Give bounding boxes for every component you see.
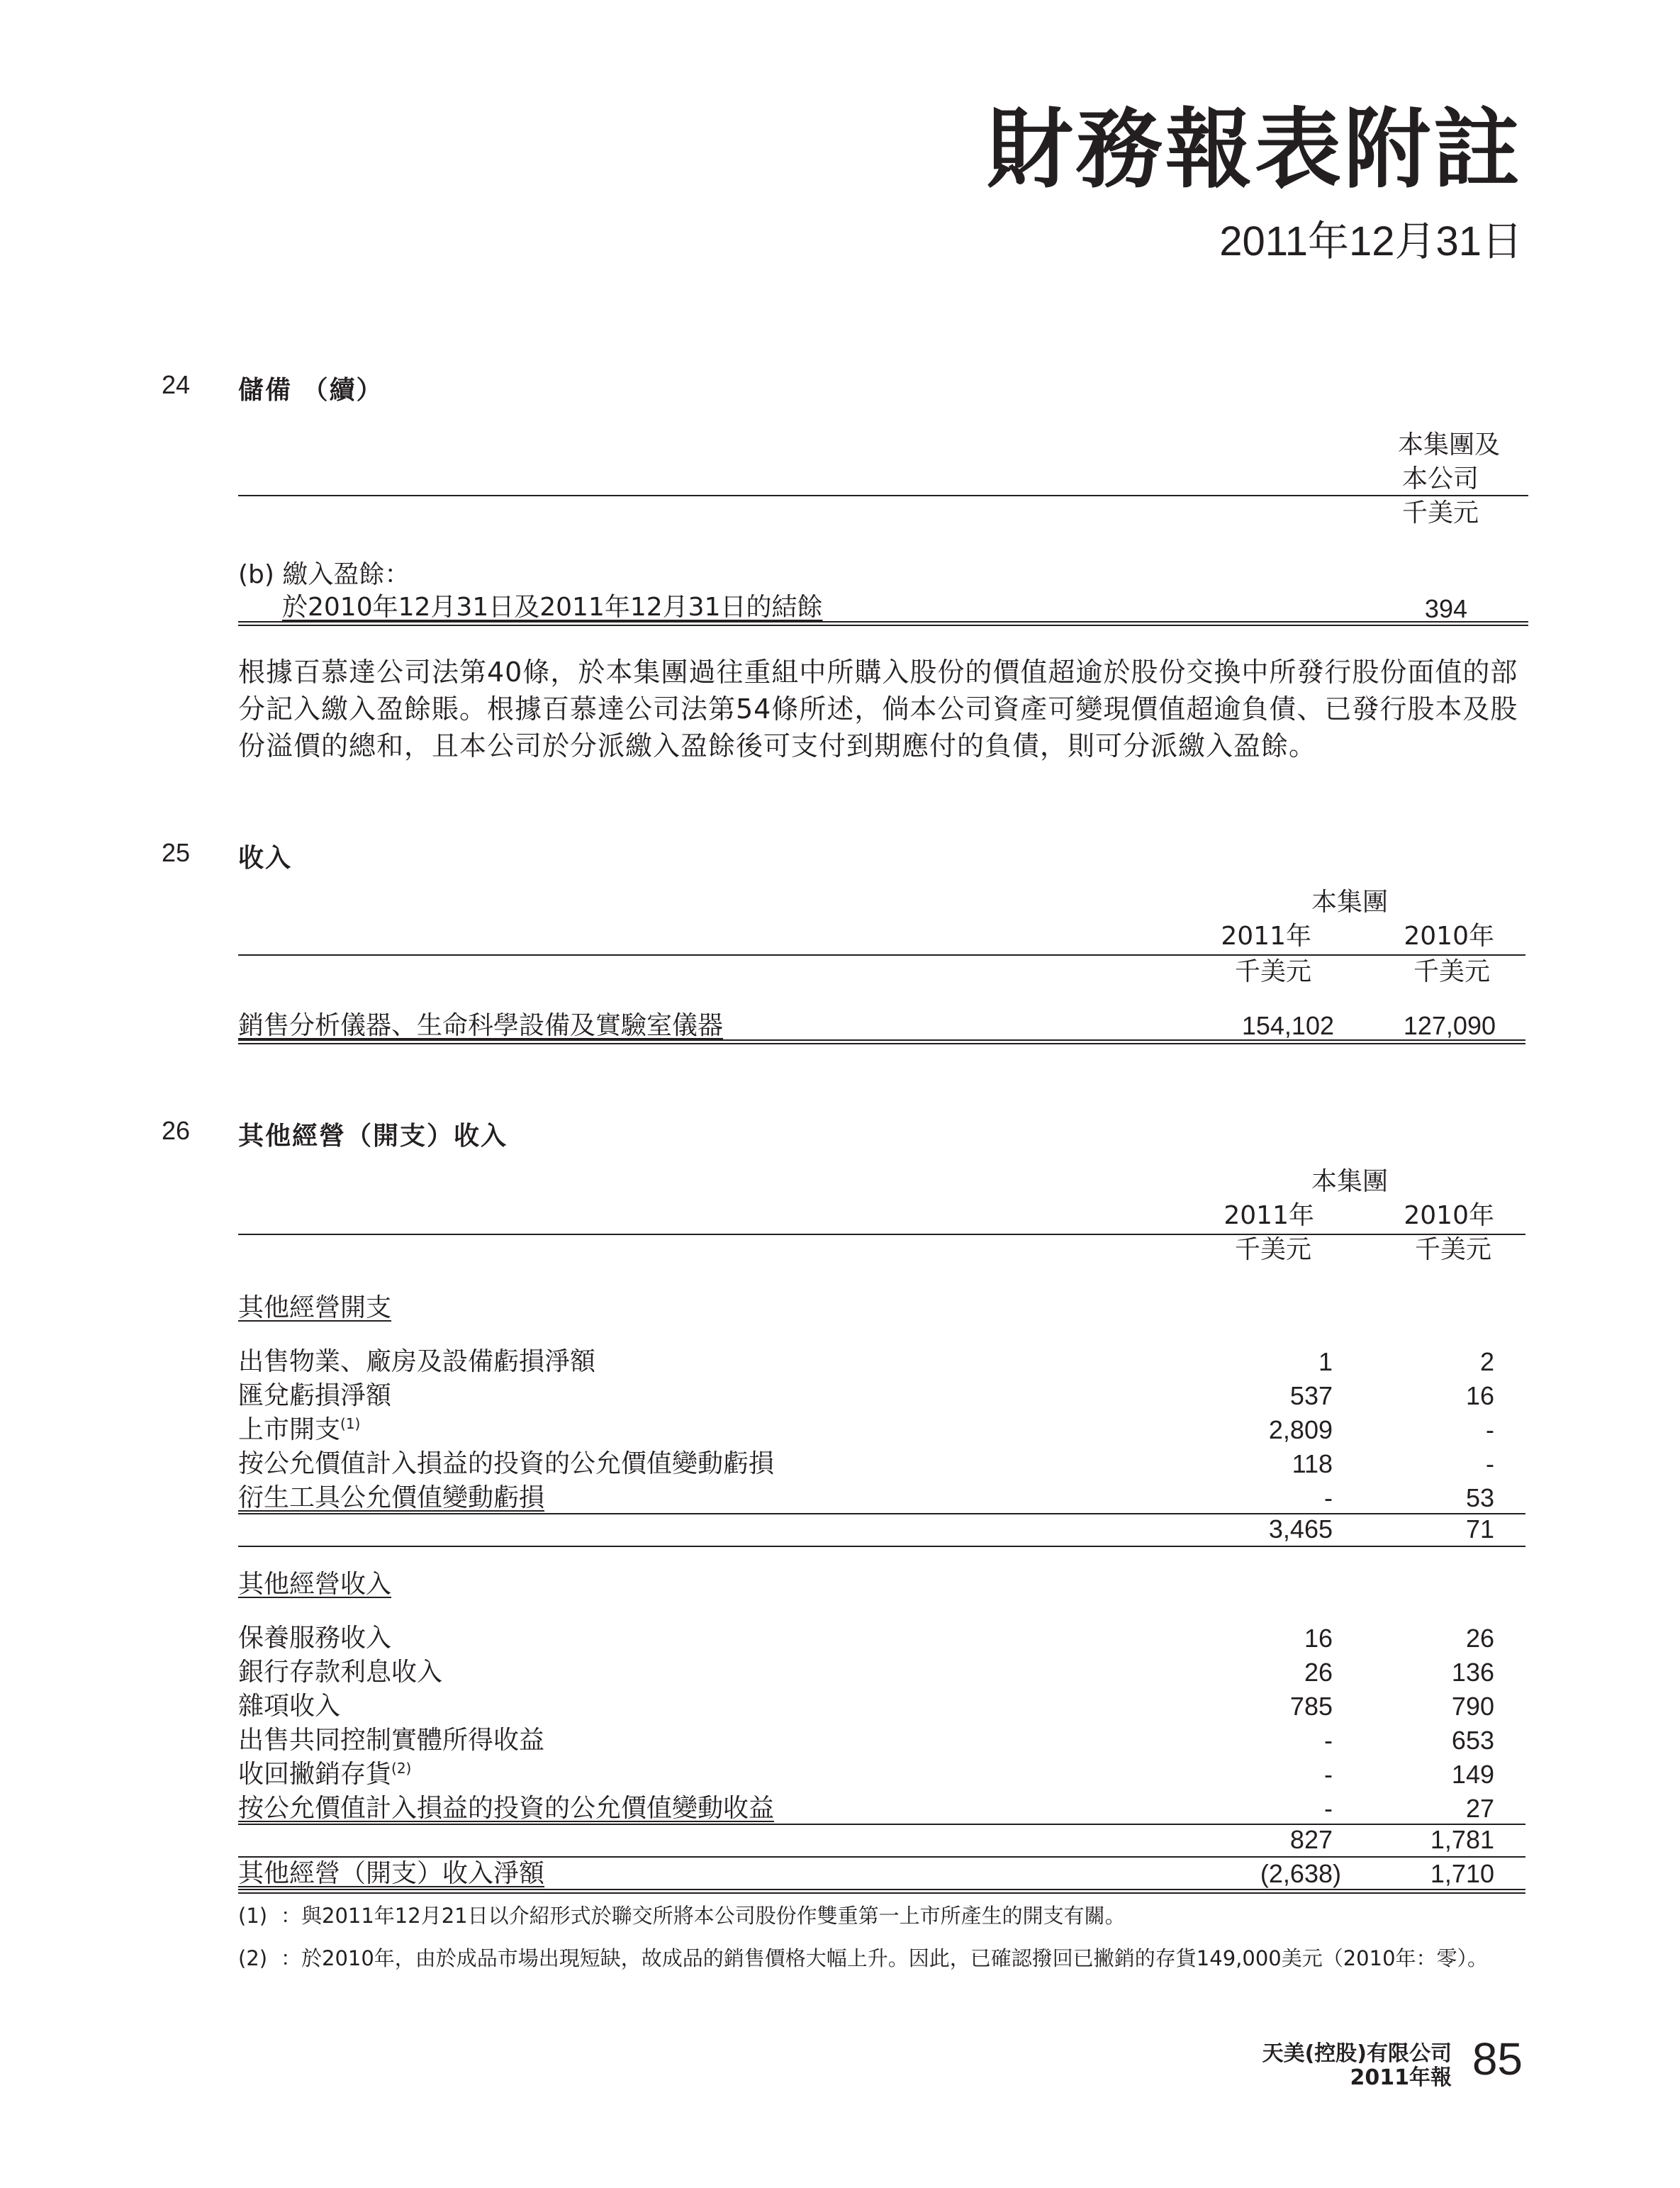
value-2010: 127,090: [1403, 1011, 1496, 1040]
table-row-label: 按公允價值計入損益的投資的公允價值變動收益: [238, 1794, 775, 1823]
item-label: (b) 繳入盈餘：: [238, 560, 410, 589]
footnote-marker: (1): [340, 1415, 361, 1432]
value-2011: 785: [1289, 1692, 1333, 1721]
value-2011: -: [1324, 1794, 1333, 1823]
value-2011: -: [1324, 1760, 1333, 1789]
value-2011: 2,809: [1268, 1415, 1333, 1444]
table-row-label: [238, 1758, 411, 1792]
group-label: 本集團: [1311, 1167, 1389, 1196]
column-header: [1398, 428, 1500, 530]
value-2011: 1: [1318, 1347, 1333, 1376]
value-2010: -: [1486, 1449, 1494, 1478]
unit-label: 千美元: [1414, 1235, 1491, 1264]
section-title: 其他經營（開支）收入: [238, 1122, 508, 1151]
value-2010: 136: [1451, 1658, 1494, 1687]
section-title: 收入: [238, 844, 293, 873]
header-rule: [238, 954, 1525, 956]
value-2011: -: [1324, 1726, 1333, 1755]
footnote-mark: (2): [238, 1946, 268, 1970]
value-2011: 537: [1289, 1381, 1333, 1410]
value-2010: 27: [1465, 1794, 1494, 1823]
value-2010: 149: [1451, 1760, 1494, 1789]
footnote-text: ：與2011年12月21日以介紹形式於聯交所將本公司股份作雙重第一上市所產生的開支有關。: [281, 1904, 1126, 1928]
subsection-heading: 其他經營開支: [238, 1293, 392, 1322]
value-2011: 16: [1304, 1624, 1333, 1653]
table-row-label: [238, 1414, 360, 1447]
column-header-line: 千美元: [1401, 498, 1479, 528]
year-header: 2010年: [1404, 1201, 1494, 1230]
subtotal-2010: 1,781: [1430, 1825, 1494, 1854]
subtotal-2011: 827: [1289, 1825, 1333, 1854]
row-label: 銷售分析儀器、生命科學設備及實驗室儀器: [238, 1011, 724, 1040]
table-row-label: 按公允價值計入損益的投資的公允價值變動虧損: [238, 1449, 775, 1478]
section-number: 25: [162, 838, 191, 867]
report-name: 2011年報: [1350, 2065, 1452, 2090]
section-title: 儲備 （續）: [238, 376, 383, 405]
subtotal-2011: 3,465: [1268, 1514, 1333, 1544]
value-2011: 26: [1304, 1658, 1333, 1687]
page-number: 85: [1472, 2033, 1523, 2084]
net-2011: (2,638): [1260, 1859, 1341, 1888]
section-number: 26: [162, 1116, 191, 1145]
year-header: 2011年: [1223, 1201, 1314, 1230]
subtotal-2010: 71: [1465, 1514, 1494, 1544]
double-rule: [238, 621, 1528, 626]
table-row-label: 出售物業、廠房及設備虧損淨額: [238, 1347, 596, 1376]
column-header-line: 本集團及: [1397, 430, 1500, 459]
double-rule: [238, 1889, 1525, 1894]
value-2010: 790: [1451, 1692, 1494, 1721]
table-row-label: 保養服務收入: [238, 1624, 392, 1653]
table-row-label: 雜項收入: [238, 1692, 341, 1721]
footer-company: [1262, 2042, 1452, 2090]
value-2011: 118: [1292, 1449, 1333, 1478]
company-name: 天美(控股)有限公司: [1262, 2041, 1452, 2066]
subsection-heading: 其他經營收入: [238, 1570, 392, 1599]
row-value: 394: [1424, 594, 1467, 623]
table-row-label: 衍生工具公允價值變動虧損: [238, 1483, 545, 1512]
value-2011: -: [1324, 1483, 1333, 1512]
column-header-line: 本公司: [1401, 464, 1479, 493]
footnote-marker: (2): [391, 1760, 412, 1777]
report-date: 2011年12月31日: [1219, 218, 1523, 264]
unit-label: 千美元: [1413, 957, 1490, 986]
row-label-text: 上市開支: [238, 1415, 341, 1444]
net-2010: 1,710: [1430, 1859, 1494, 1888]
value-2010: 16: [1465, 1381, 1494, 1410]
value-2010: 26: [1465, 1624, 1494, 1653]
unit-label: 千美元: [1234, 957, 1311, 986]
table-row-label: 匯兌虧損淨額: [238, 1381, 392, 1410]
page-title: 財務報表附註: [987, 99, 1523, 200]
table-row-label: 銀行存款利息收入: [238, 1658, 443, 1687]
unit-label: 千美元: [1234, 1235, 1311, 1264]
value-2010: -: [1486, 1415, 1494, 1444]
value-2010: 2: [1479, 1347, 1494, 1376]
section-number: 24: [162, 370, 191, 399]
row-label-text: 收回撇銷存貨: [238, 1760, 392, 1789]
header-rule: [238, 1234, 1525, 1235]
year-header: 2010年: [1404, 922, 1494, 951]
group-label: 本集團: [1311, 888, 1389, 917]
footnote-mark: (1): [238, 1904, 268, 1928]
header-rule: [238, 495, 1528, 496]
net-label: 其他經營（開支）收入淨額: [238, 1859, 545, 1888]
subtotal-rule: [238, 1546, 1525, 1547]
double-rule: [238, 1039, 1525, 1044]
year-header: 2011年: [1221, 922, 1311, 951]
value-2011: 154,102: [1241, 1011, 1334, 1040]
table-row-label: 出售共同控制實體所得收益: [238, 1726, 545, 1755]
paragraph: 根據百慕達公司法第40條，於本集團過往重組中所購入股份的價值超逾於股份交換中所發行股份面值的部分記入繳入盈餘賬。根據百慕達公司法第54條所述，倘本公司資產可變現價值超逾負債、已發行股本及股份溢價的總和，且本公司於分派繳入盈餘後可支付到期應付的負債，則可分派繳入盈餘。: [238, 657, 1518, 761]
value-2010: 53: [1465, 1483, 1494, 1512]
value-2010: 653: [1451, 1726, 1494, 1755]
row-label: 於2010年12月31日及2011年12月31日的結餘: [282, 593, 823, 622]
footnote-text: ：於2010年，由於成品市場出現短缺，故成品的銷售價格大幅上升。因此，已確認撥回已撇銷的存貨149,000美元（2010年：零）。: [281, 1946, 1489, 1970]
